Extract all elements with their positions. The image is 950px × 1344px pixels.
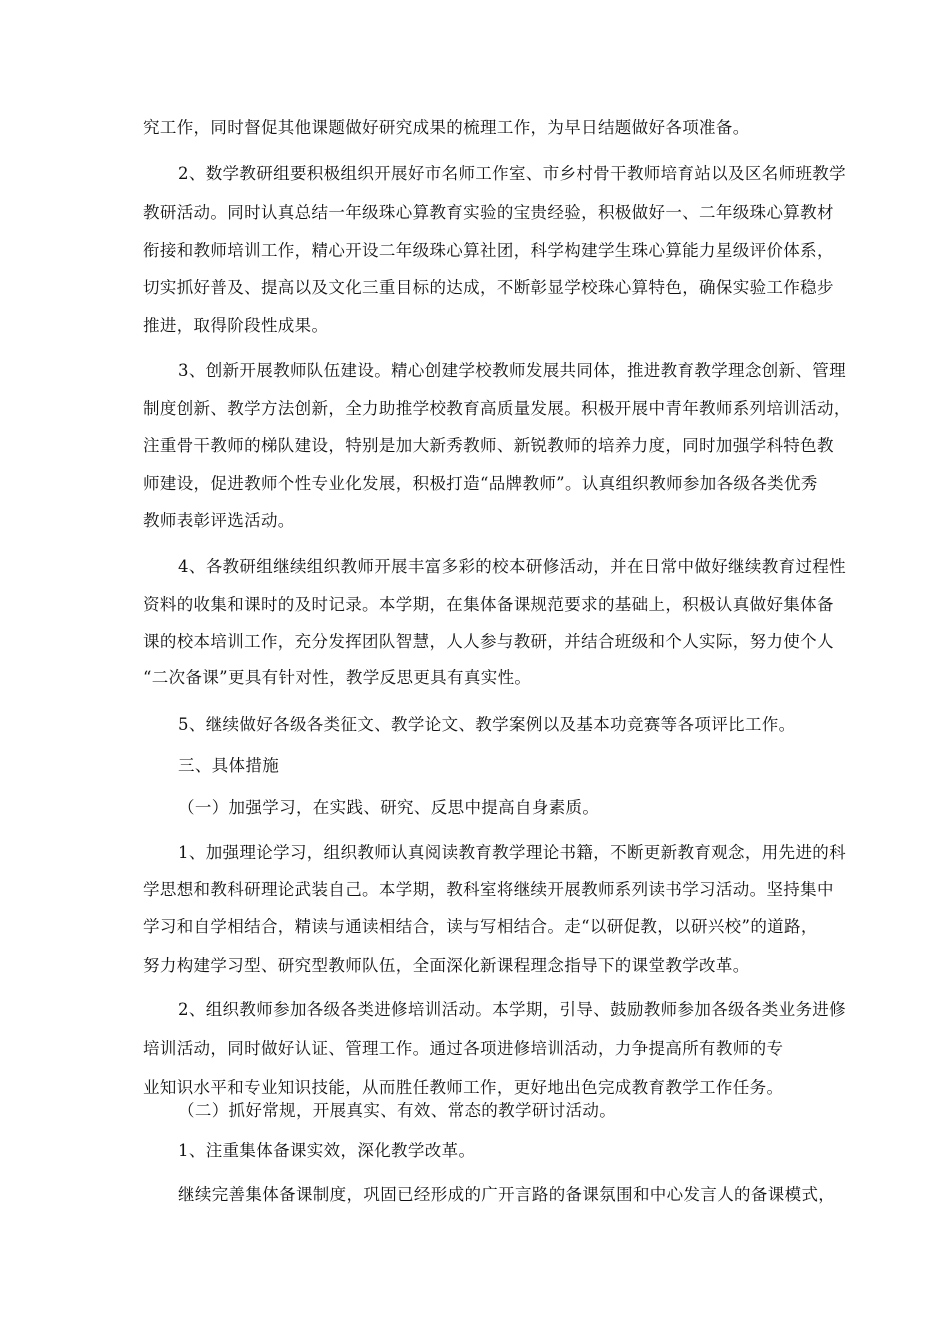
text-line: 2、组织教师参加各级各类进修培训活动。本学期，引导、鼓励教师参加各级各类业务进修 [178, 1000, 846, 1019]
text-line: 注重骨干教师的梯队建设，特别是加大新秀教师、新锐教师的培养力度，同时加强学科特色教 [143, 436, 834, 455]
text-line: 切实抓好普及、提高以及文化三重目标的达成，不断彰显学校珠心算特色，确保实验工作稳步 [143, 278, 834, 297]
text-line: 业知识水平和专业知识技能，从而胜任教师工作，更好地出色完成教育教学工作任务。 [143, 1078, 784, 1097]
section-heading: 三、具体措施 [178, 756, 280, 775]
text-line: 3、创新开展教师队伍建设。精心创建学校教师发展共同体，推进教育教学理念创新、管理 [178, 361, 846, 380]
text-line: 学思想和教科研理论武装自己。本学期，教科室将继续开展教师系列读书学习活动。坚持集中 [143, 880, 834, 899]
text-line: 教研活动。同时认真总结一年级珠心算教育实验的宝贵经验，积极做好一、二年级珠心算教材 [143, 203, 834, 222]
text-line: 努力构建学习型、研究型教师队伍，全面深化新课程理念指导下的课堂教学改革。 [143, 956, 750, 975]
text-line: 资料的收集和课时的及时记录。本学期，在集体备课规范要求的基础上，积极认真做好集体备 [143, 595, 834, 614]
subsection-heading: （二）抓好常规，开展真实、有效、常态的教学研讨活动。 [178, 1101, 617, 1120]
text-line: 1、加强理论学习，组织教师认真阅读教育教学理论书籍，不断更新教育观念，用先进的科 [178, 843, 846, 862]
text-line: 培训活动，同时做好认证、管理工作。通过各项进修培训活动，力争提高所有教师的专 [143, 1039, 784, 1058]
text-line: 继续完善集体备课制度，巩固已经形成的广开言路的备课氛围和中心发言人的备课模式， [178, 1185, 836, 1204]
text-line: 学习和自学相结合，精读与通读相结合，读与写相结合。走“以研促教，以研兴校”的道路， [143, 917, 818, 936]
text-line: 师建设，促进教师个性专业化发展，积极打造“品牌教师”。认真组织教师参加各级各类优秀 [143, 474, 818, 493]
text-line: 课的校本培训工作，充分发挥团队智慧，人人参与教研，并结合班级和个人实际，努力使个人 [143, 632, 834, 651]
text-line: 制度创新、教学方法创新，全力助推学校教育高质量发展。积极开展中青年教师系列培训活动， [143, 399, 851, 418]
text-line: 究工作，同时督促其他课题做好研究成果的梳理工作，为早日结题做好各项准备。 [143, 118, 750, 137]
text-line: 推进，取得阶段性成果。 [143, 316, 329, 335]
subsection-heading: （一）加强学习，在实践、研究、反思中提高自身素质。 [178, 798, 600, 817]
text-line: 教师表彰评选活动。 [143, 511, 295, 530]
text-line: 衔接和教师培训工作，精心开设二年级珠心算社团，科学构建学生珠心算能力星级评价体系， [143, 241, 834, 260]
text-line: 4、各教研组继续组织教师开展丰富多彩的校本研修活动，并在日常中做好继续教育过程性 [178, 557, 846, 576]
text-line: 1、注重集体备课实效，深化教学改革。 [178, 1141, 476, 1160]
text-line: “二次备课”更具有针对性，教学反思更具有真实性。 [143, 668, 532, 687]
text-line: 2、数学教研组要积极组织开展好市名师工作室、市乡村骨干教师培育站以及区名师班教学 [178, 164, 846, 183]
text-line: 5、继续做好各级各类征文、教学论文、教学案例以及基本功竞赛等各项评比工作。 [178, 715, 796, 734]
